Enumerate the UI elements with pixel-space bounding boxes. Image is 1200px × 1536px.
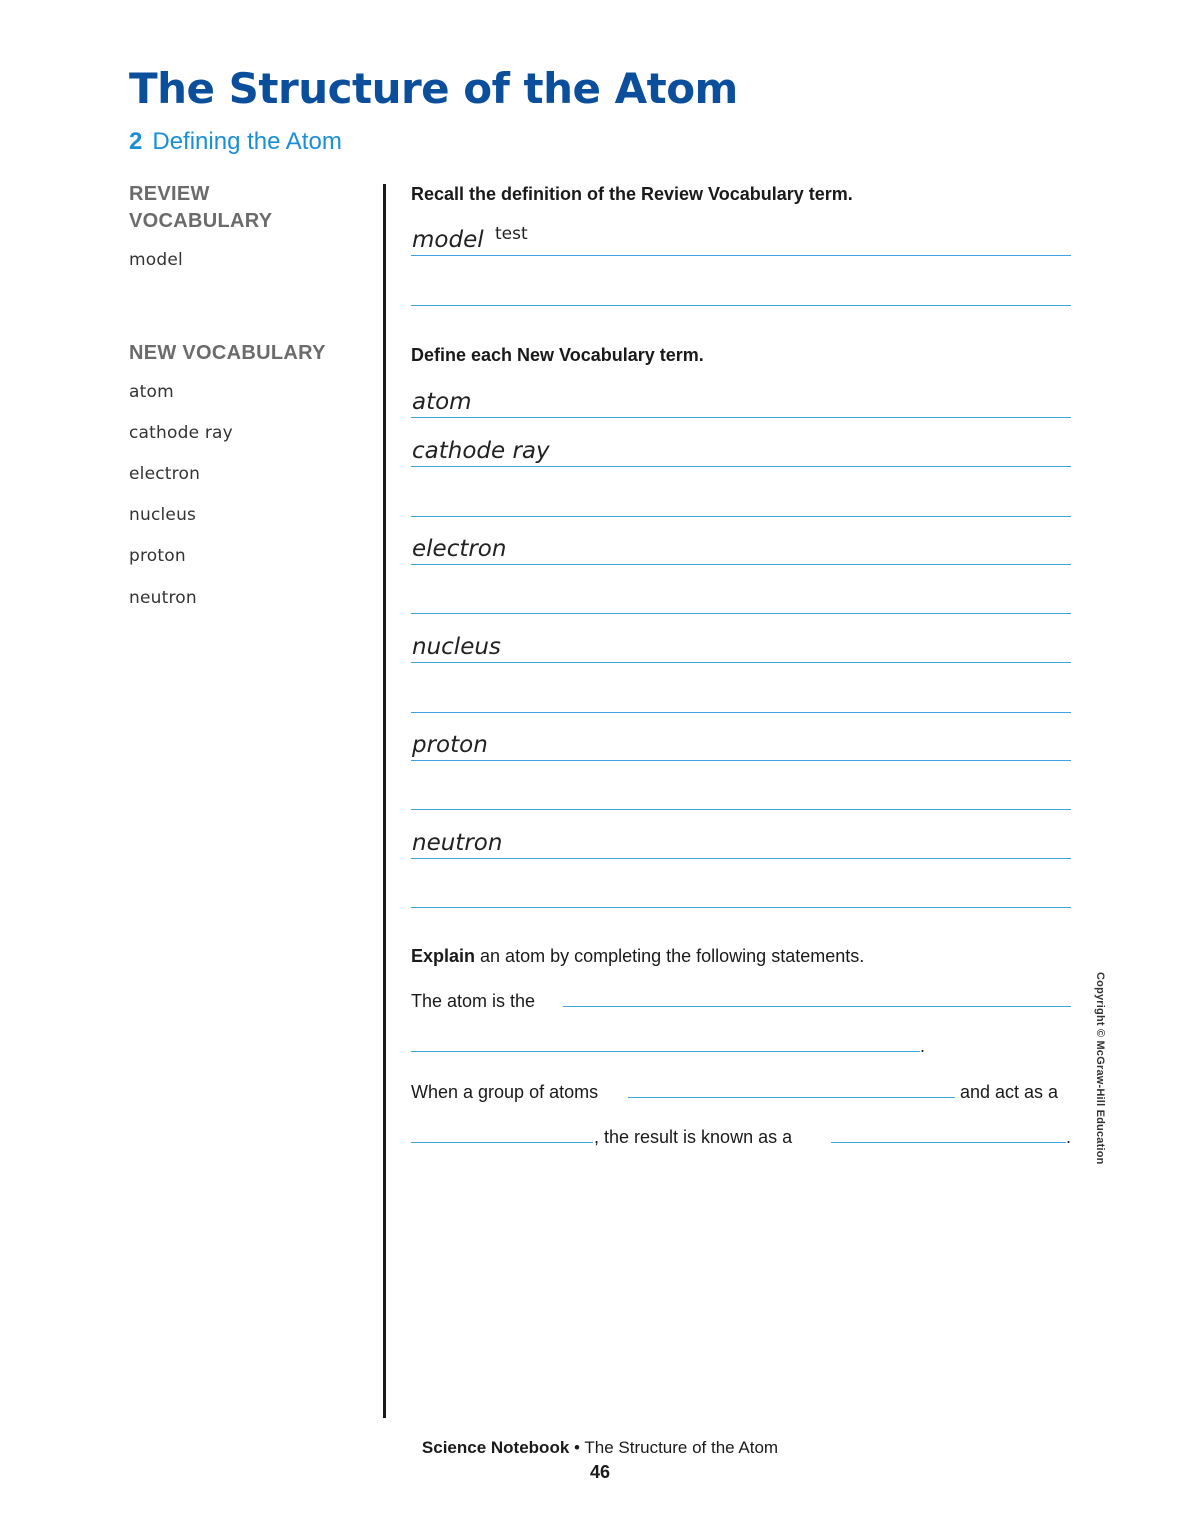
new-term-neutron: neutron — [129, 588, 197, 608]
answer-line[interactable] — [411, 858, 1071, 859]
explain-prompt: Explain an atom by completing the following statements. — [411, 946, 865, 966]
define-term-neutron: neutron — [412, 830, 503, 856]
define-term-atom: atom — [412, 389, 472, 415]
answer-line[interactable] — [411, 760, 1071, 761]
copyright-notice: Copyright © McGraw-Hill Education — [1094, 972, 1106, 1165]
review-term-model: model — [129, 250, 183, 270]
new-term-nucleus: nucleus — [129, 505, 197, 525]
new-term-proton: proton — [129, 546, 186, 566]
answer-line[interactable] — [411, 809, 1071, 810]
answer-line[interactable] — [411, 255, 1071, 256]
define-term-proton: proton — [412, 732, 488, 758]
review-answer-field[interactable]: test — [495, 224, 528, 244]
statement-group-of-atoms: When a group of atoms — [411, 1082, 599, 1102]
review-vocabulary-heading: REVIEW VOCABULARY — [129, 183, 273, 232]
period: . — [920, 1036, 926, 1056]
column-divider — [383, 184, 386, 1418]
fill-blank[interactable] — [411, 1142, 593, 1143]
answer-line[interactable] — [411, 516, 1071, 517]
define-term-electron: electron — [412, 536, 507, 562]
statement-atom-is: The atom is the — [411, 991, 536, 1011]
new-term-cathode-ray: cathode ray — [129, 423, 233, 443]
section-number: 2 — [129, 128, 143, 155]
answer-line[interactable] — [411, 907, 1071, 908]
review-prompt: Recall the definition of the Review Vocabulary term. — [411, 184, 853, 204]
section-title — [129, 128, 342, 156]
define-term-nucleus: nucleus — [412, 634, 501, 660]
answer-line[interactable] — [411, 662, 1071, 663]
define-term-cathode-ray: cathode ray — [412, 438, 550, 464]
statement-result-known: , the result is known as a — [594, 1127, 793, 1147]
answer-line[interactable] — [411, 466, 1071, 467]
new-vocab-prompt: Define each New Vocabulary term. — [411, 345, 704, 365]
fill-blank[interactable] — [831, 1142, 1066, 1143]
page-number: 46 — [589, 1462, 611, 1482]
page-title: The Structure of the Atom — [129, 64, 738, 113]
fill-blank[interactable] — [628, 1097, 955, 1098]
new-term-atom: atom — [129, 382, 174, 402]
review-term-label: model — [412, 227, 484, 253]
answer-line[interactable] — [411, 564, 1071, 565]
answer-line[interactable] — [411, 417, 1071, 418]
fill-blank[interactable] — [563, 1006, 1071, 1007]
new-term-electron: electron — [129, 464, 201, 484]
answer-line[interactable] — [411, 712, 1071, 713]
period: . — [1066, 1127, 1072, 1147]
answer-line[interactable] — [411, 613, 1071, 614]
answer-line[interactable] — [411, 305, 1071, 306]
new-vocabulary-heading: NEW VOCABULARY — [129, 342, 326, 364]
fill-blank[interactable] — [411, 1051, 920, 1052]
footer: Science Notebook • The Structure of the Atom — [421, 1438, 779, 1457]
section-name: Defining the Atom — [152, 128, 342, 155]
statement-act-as: and act as a — [960, 1082, 1059, 1102]
